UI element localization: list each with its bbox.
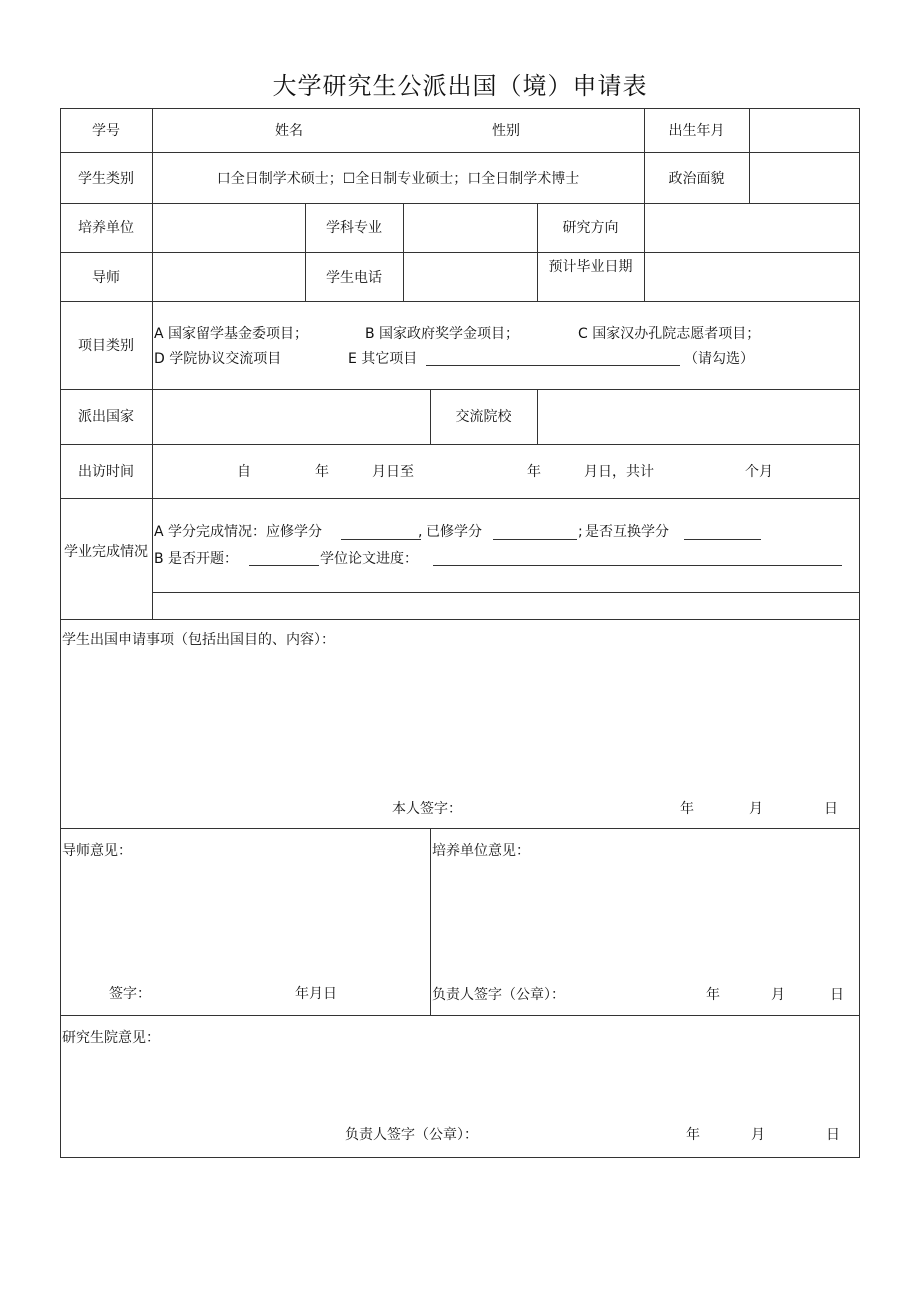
application-year: 年	[680, 801, 694, 817]
graduation-date-field[interactable]	[648, 256, 855, 297]
application-signature: 本人签字：	[392, 801, 462, 817]
graduate-school-day: 日	[826, 1127, 840, 1143]
unit-opinion-label: 培养单位意见：	[432, 843, 530, 859]
phone-label: 学生电话	[326, 270, 382, 286]
application-month: 月	[749, 801, 763, 817]
supervisor-signature: 签字：	[109, 986, 151, 1002]
academic-label: 学业完成情况	[64, 544, 148, 560]
unit-field[interactable]	[156, 207, 301, 248]
direction-label: 研究方向	[562, 220, 619, 236]
birth-field[interactable]	[753, 112, 855, 148]
school-field[interactable]	[541, 393, 855, 440]
gender-label: 性别	[492, 123, 520, 139]
school-label: 交流院校	[455, 409, 512, 425]
application-label: 学生出国申请事项（包括出国目的、内容）：	[62, 632, 335, 648]
project-option-c[interactable]: C 国家汉办孔院志愿者项目；	[578, 326, 761, 342]
credits-done-label: 已修学分	[426, 524, 482, 540]
visit-months: 个月	[745, 464, 773, 480]
unit-day: 日	[830, 987, 844, 1003]
page-title: 大学研究生公派出国（境）申请表	[272, 72, 648, 100]
supervisor-opinion-textarea[interactable]	[64, 863, 426, 981]
project-hint: （请勾选）	[684, 351, 754, 367]
unit-signature: 负责人签字（公章）：	[432, 987, 565, 1003]
application-textarea[interactable]	[64, 652, 854, 802]
credits-required-blank[interactable]	[341, 539, 421, 540]
credits-exchange-label: 是否互换学分	[585, 524, 669, 540]
graduation-date-label: 预计毕业日期	[548, 259, 633, 275]
student-id-label: 学号	[92, 123, 120, 139]
visit-from: 自	[237, 464, 251, 480]
credits-exchange-blank[interactable]	[684, 539, 761, 540]
project-type-label: 项目类别	[78, 338, 134, 354]
unit-year: 年	[706, 987, 720, 1003]
unit-opinion-textarea[interactable]	[434, 863, 855, 981]
project-option-b[interactable]: B 国家政府奖学金项目；	[365, 326, 520, 342]
major-label: 学科专业	[326, 220, 382, 236]
credits-done-blank[interactable]	[493, 539, 577, 540]
project-option-e[interactable]: E 其它项目	[348, 351, 418, 367]
proposal-blank[interactable]	[249, 565, 319, 566]
political-status-label: 政治面貌	[668, 171, 725, 187]
graduate-school-year: 年	[686, 1127, 700, 1143]
student-type-options[interactable]: 口全日制学术硕士；☐全日制专业硕士；口全日制学术博士	[216, 171, 580, 187]
political-status-field[interactable]	[753, 156, 855, 199]
visit-month-day-total: 月日，共计	[584, 464, 654, 480]
thesis-progress-blank[interactable]	[433, 565, 842, 566]
country-label: 派出国家	[78, 409, 134, 425]
major-field[interactable]	[407, 207, 533, 248]
project-other-blank[interactable]	[426, 365, 680, 366]
unit-month: 月	[771, 987, 785, 1003]
unit-label: 培养单位	[78, 220, 134, 236]
visit-year1: 年	[315, 464, 329, 480]
birth-label: 出生年月	[668, 123, 725, 139]
graduate-school-month: 月	[751, 1127, 765, 1143]
semicolon-separator: ;	[578, 524, 583, 540]
credits-required-label: A 学分完成情况：应修学分	[154, 524, 323, 540]
supervisor-opinion-label: 导师意见：	[62, 843, 132, 859]
thesis-progress-label: 学位论文进度：	[320, 551, 418, 567]
project-option-a[interactable]: A 国家留学基金委项目；	[154, 326, 309, 342]
graduate-school-signature: 负责人签字（公章）：	[345, 1127, 478, 1143]
name-label: 姓名	[275, 123, 303, 139]
supervisor-label: 导师	[92, 270, 120, 286]
phone-field[interactable]	[407, 256, 533, 297]
comma-separator: ,	[418, 524, 423, 540]
graduate-school-textarea[interactable]	[64, 1050, 854, 1120]
application-day: 日	[824, 801, 838, 817]
graduate-school-label: 研究生院意见：	[62, 1030, 160, 1046]
direction-field[interactable]	[648, 207, 855, 248]
supervisor-date: 年月日	[295, 986, 337, 1002]
country-field[interactable]	[156, 393, 426, 440]
student-type-label: 学生类别	[78, 171, 134, 187]
project-option-d[interactable]: D 学院协议交流项目	[154, 351, 282, 367]
visit-year2: 年	[527, 464, 541, 480]
visit-month-day-to: 月日至	[372, 464, 414, 480]
visit-time-label: 出访时间	[78, 464, 134, 480]
proposal-label: B 是否开题：	[154, 551, 239, 567]
supervisor-field[interactable]	[156, 256, 301, 297]
